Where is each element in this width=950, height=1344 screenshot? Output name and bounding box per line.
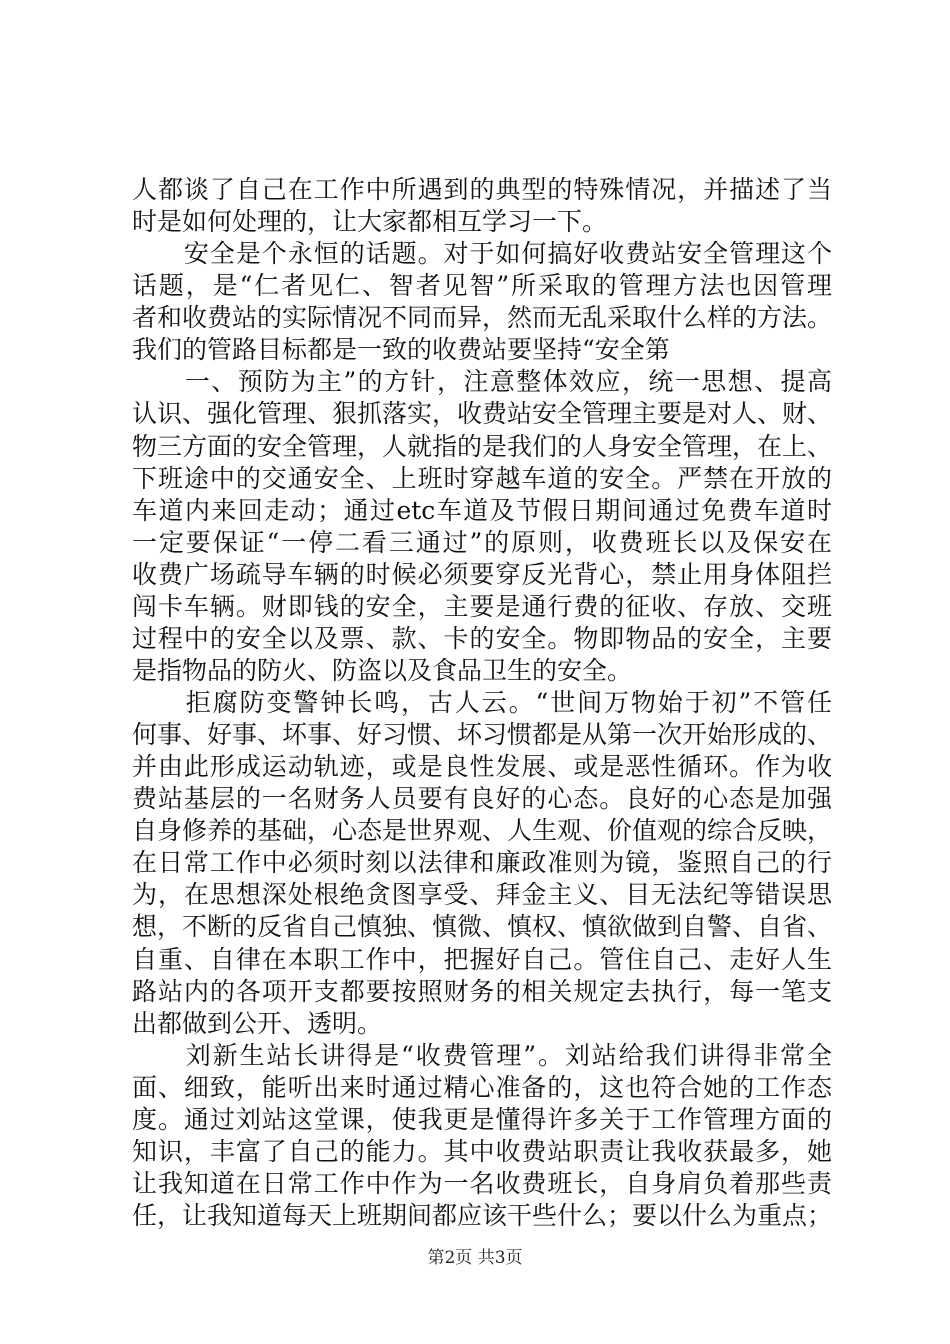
- text-line: 安全是个永恒的话题。对于如何搞好收费站安全管理这个: [132, 239, 832, 269]
- text-line: 一定要保证“一停二看三通过”的原则，收费班长以及保安在: [132, 527, 832, 557]
- text-line: 人都谈了自己在工作中所遇到的典型的特殊情况，并描述了当: [132, 175, 832, 204]
- text-line: 时是如何处理的，让大家都相互学习一下。: [132, 207, 608, 237]
- page-number-footer: 第2页 共3页: [427, 1248, 523, 1268]
- text-line: 认识、强化管理、狠抓落实，收费站安全管理主要是对人、财、: [132, 399, 833, 429]
- text-line: 刘新生站长讲得是“收费管理”。刘站给我们讲得非常全: [132, 1040, 832, 1070]
- text-line: 让我知道在日常工作中作为一名收费班长，自身肩负着那些责: [132, 1168, 832, 1198]
- text-line: 为，在思想深处根绝贪图享受、拜金主义、目无法纪等错误思: [132, 880, 832, 910]
- text-line: 收费广场疏导车辆的时候必须要穿反光背心，禁止用身体阻拦: [132, 559, 832, 589]
- text-line: 面、细致，能听出来时通过精心准备的，这也符合她的工作态: [132, 1072, 832, 1102]
- text-line: 想，不断的反省自己慎独、慎微、慎权、慎欲做到自警、自省、: [132, 912, 833, 942]
- text-line: 者和收费站的实际情况不同而异，然而无乱采取什么样的方法。: [132, 303, 833, 333]
- text-line: 何事、好事、坏事、好习惯、坏习惯都是从第一次开始形成的、: [132, 720, 833, 749]
- text-line: 下班途中的交通安全、上班时穿越车道的安全。严禁在开放的: [132, 463, 832, 493]
- text-line: 路站内的各项开支都要按照财务的相关规定去执行，每一笔支: [132, 976, 832, 1006]
- text-line: 是指物品的防火、防盗以及食品卫生的安全。: [132, 655, 633, 685]
- text-line: 闯卡车辆。财即钱的安全，主要是通行费的征收、存放、交班: [132, 591, 832, 621]
- text-line: 我们的管路目标都是一致的收费站要坚持“安全第: [132, 335, 670, 365]
- text-line: 自身修养的基础，心态是世界观、人生观、价值观的综合反映，: [132, 816, 833, 846]
- text-line: 并由此形成运动轨迹，或是良性发展、或是恶性循环。作为收: [132, 752, 832, 782]
- text-line: 度。通过刘站这堂课，使我更是懂得许多关于工作管理方面的: [132, 1104, 832, 1134]
- text-line: 知识，丰富了自己的能力。其中收费站职责让我收获最多，她: [132, 1136, 832, 1166]
- text-line: 自重、自律在本职工作中，把握好自己。管住自己、走好人生: [132, 944, 832, 974]
- text-line: 一、预防为主”的方针，注意整体效应，统一思想、提高: [132, 367, 832, 397]
- text-line: 在日常工作中必须时刻以法律和廉政准则为镜，鉴照自己的行: [132, 848, 832, 878]
- text-line: 话题，是“仁者见仁、智者见智”所采取的管理方法也因管理: [132, 271, 832, 301]
- text-line: 拒腐防变警钟长鸣，古人云。“世间万物始于初”不管任: [132, 688, 832, 717]
- text-line: 车道内来回走动；通过etc车道及节假日期间通过免费车道时: [132, 495, 832, 525]
- text-line: 费站基层的一名财务人员要有良好的心态。良好的心态是加强: [132, 784, 832, 814]
- text-line: 物三方面的安全管理，人就指的是我们的人身安全管理，在上、: [132, 431, 833, 461]
- text-line: 任，让我知道每天上班期间都应该干些什么；要以什么为重点；: [132, 1200, 833, 1230]
- text-line: 过程中的安全以及票、款、卡的安全。物即物品的安全，主要: [132, 623, 832, 653]
- text-line: 出都做到公开、透明。: [132, 1008, 383, 1038]
